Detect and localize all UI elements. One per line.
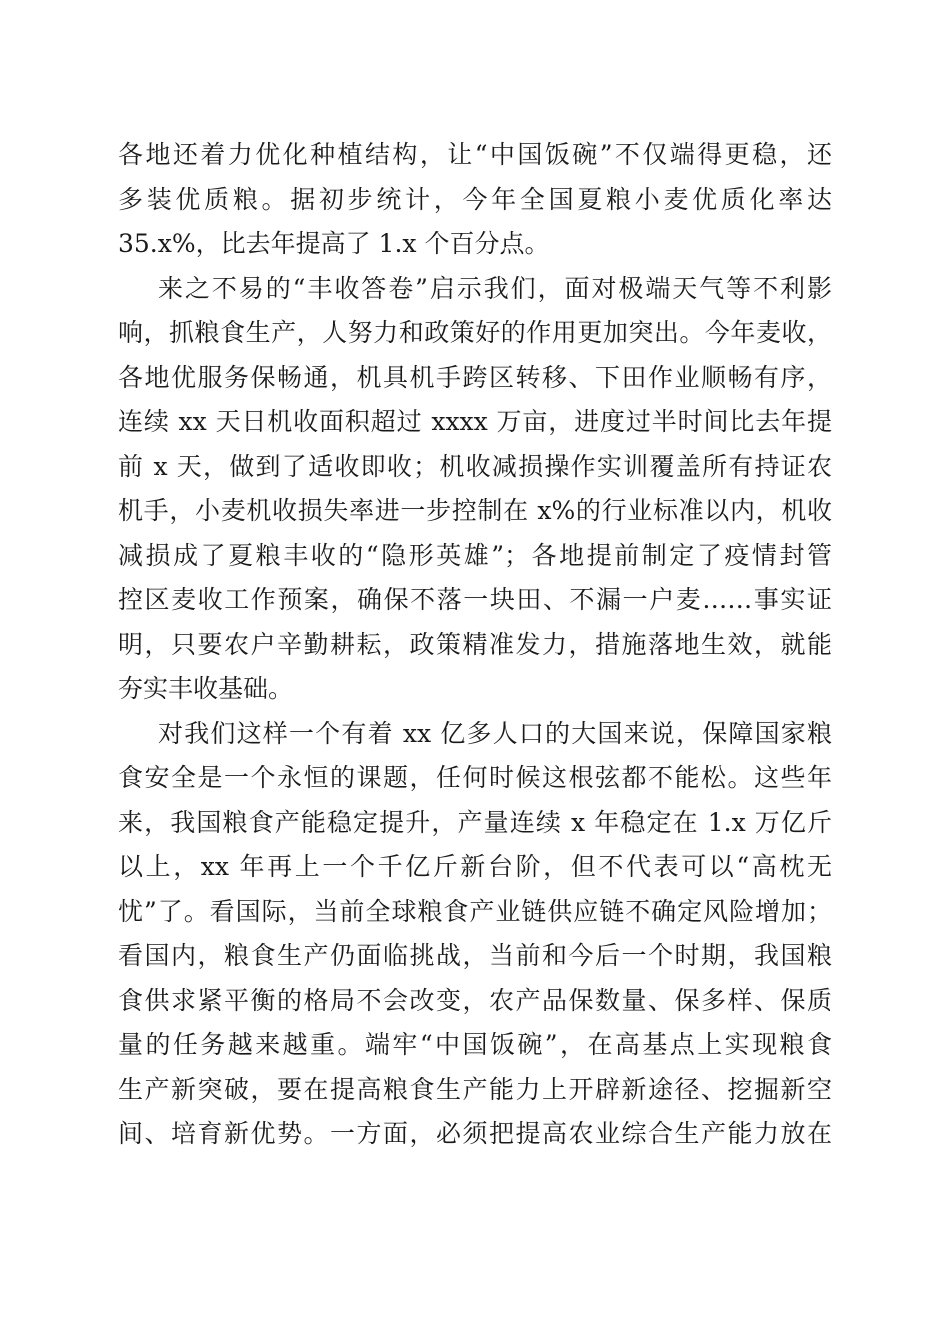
paragraph-2-line-7: 减损成了夏粮丰收的“隐形英雄”；各地提前制定了疫情封管 xyxy=(118,540,832,570)
paragraph-3-line-6: 看国内，粮食生产仍面临挑战，当前和今后一个时期，我国粮 xyxy=(118,941,832,970)
paragraph-2-line-1: 来之不易的“丰收答卷”启示我们，面对极端天气等不利影 xyxy=(158,273,832,303)
paragraph-3-line-3: 来，我国粮食产能稳定提升，产量连续 x 年稳定在 1.x 万亿斤 xyxy=(118,807,832,837)
paragraph-2-line-3: 各地优服务保畅通，机具机手跨区转移、下田作业顺畅有序， xyxy=(118,362,832,392)
paragraph-3-line-7: 食供求紧平衡的格局不会改变，农产品保数量、保多样、保质 xyxy=(118,985,832,1015)
paragraph-2-line-10: 夯实丰收基础。 xyxy=(118,674,294,703)
paragraph-1-line-2: 多装优质粮。据初步统计，今年全国夏粮小麦优质化率达 xyxy=(118,184,832,214)
paragraph-3-line-9: 生产新突破，要在提高粮食生产能力上开辟新途径、挖掘新空 xyxy=(118,1074,832,1104)
paragraph-1-line-1: 各地还着力优化种植结构，让“中国饭碗”不仅端得更稳，还 xyxy=(118,140,832,169)
paragraph-3-line-10: 间、培育新优势。一方面，必须把提高农业综合生产能力放在 xyxy=(118,1119,832,1148)
paragraph-3-line-5: 忧”了。看国际，当前全球粮食产业链供应链不确定风险增加； xyxy=(118,896,832,926)
paragraph-1-line-3: 35.x%，比去年提高了 1.x 个百分点。 xyxy=(118,229,550,258)
paragraph-2-line-2: 响，抓粮食生产，人努力和政策好的作用更加突出。今年麦收， xyxy=(118,318,832,347)
paragraph-3-line-1: 对我们这样一个有着 xx 亿多人口的大国来说，保障国家粮 xyxy=(158,718,832,748)
paragraph-2-line-9: 明，只要农户辛勤耕耘，政策精准发力，措施落地生效，就能 xyxy=(118,629,832,659)
paragraph-2-line-5: 前 x 天，做到了适收即收；机收减损操作实训覆盖所有持证农 xyxy=(118,451,832,481)
paragraph-2-line-6: 机手，小麦机收损失率进一步控制在 x%的行业标准以内，机收 xyxy=(118,496,832,525)
document-body xyxy=(118,133,832,1157)
paragraph-3-line-8: 量的任务越来越重。端牢“中国饭碗”，在高基点上实现粮食 xyxy=(118,1030,832,1059)
paragraph-3-line-4: 以上，xx 年再上一个千亿斤新台阶，但不代表可以“高枕无 xyxy=(118,852,832,881)
paragraph-2-line-8: 控区麦收工作预案，确保不落一块田、不漏一户麦……事实证 xyxy=(118,585,832,614)
paragraph-3-line-2: 食安全是一个永恒的课题，任何时候这根弦都不能松。这些年 xyxy=(118,763,832,792)
paragraph-2-line-4: 连续 xx 天日机收面积超过 xxxx 万亩，进度过半时间比去年提 xyxy=(118,407,832,436)
